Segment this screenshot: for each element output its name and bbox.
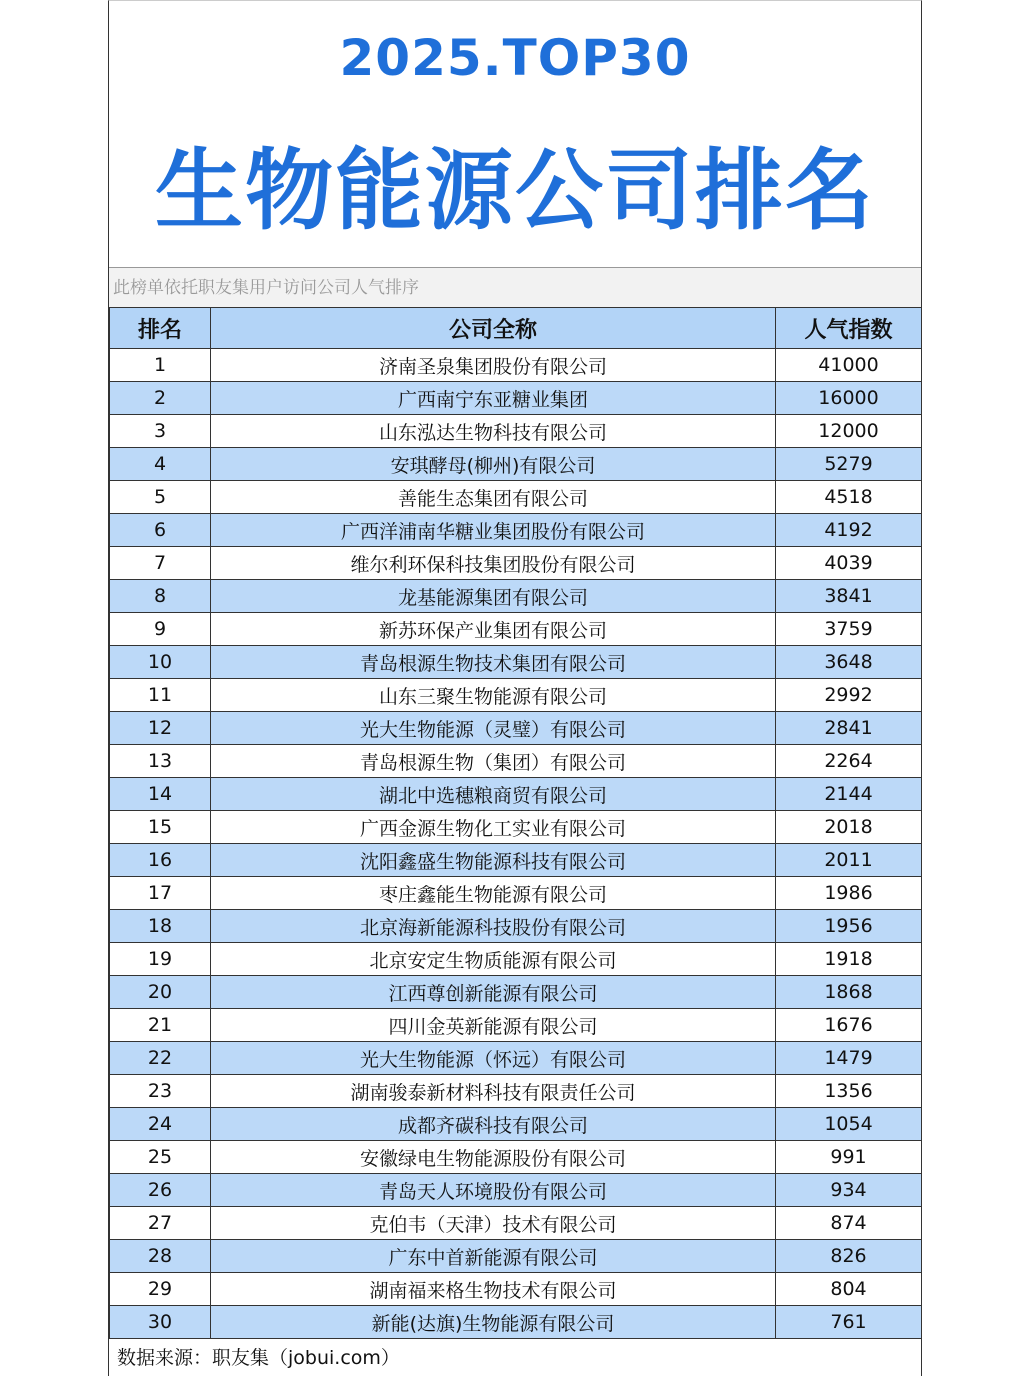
column-header-rank: 排名 xyxy=(110,308,211,349)
table-row xyxy=(110,1273,922,1306)
cell-rank: 25 xyxy=(110,1141,211,1174)
table-row xyxy=(110,646,922,679)
cell-company-name: 新能(达旗)生物能源有限公司 xyxy=(211,1306,776,1339)
table-row xyxy=(110,910,922,943)
cell-popularity-score: 4518 xyxy=(776,481,922,514)
cell-rank: 19 xyxy=(110,943,211,976)
cell-company-name: 安琪酵母(柳州)有限公司 xyxy=(211,448,776,481)
table-row xyxy=(110,1009,922,1042)
cell-company-name: 江西尊创新能源有限公司 xyxy=(211,976,776,1009)
cell-company-name: 新苏环保产业集团有限公司 xyxy=(211,613,776,646)
cell-company-name: 四川金英新能源有限公司 xyxy=(211,1009,776,1042)
cell-company-name: 克伯韦（天津）技术有限公司 xyxy=(211,1207,776,1240)
table-row xyxy=(110,745,922,778)
table-row xyxy=(110,1174,922,1207)
cell-rank: 10 xyxy=(110,646,211,679)
year-title: 2025.TOP30 xyxy=(339,29,691,87)
cell-popularity-score: 761 xyxy=(776,1306,922,1339)
cell-company-name: 沈阳鑫盛生物能源科技有限公司 xyxy=(211,844,776,877)
ranking-note: 此榜单依托职友集用户访问公司人气排序 xyxy=(109,267,921,307)
cell-rank: 21 xyxy=(110,1009,211,1042)
table-body xyxy=(110,349,922,1339)
table-row xyxy=(110,613,922,646)
cell-company-name: 山东泓达生物科技有限公司 xyxy=(211,415,776,448)
table-row xyxy=(110,976,922,1009)
table-row xyxy=(110,481,922,514)
table-row xyxy=(110,679,922,712)
cell-company-name: 湖南骏泰新材料科技有限责任公司 xyxy=(211,1075,776,1108)
cell-popularity-score: 2264 xyxy=(776,745,922,778)
cell-rank: 2 xyxy=(110,382,211,415)
cell-popularity-score: 16000 xyxy=(776,382,922,415)
cell-company-name: 北京海新能源科技股份有限公司 xyxy=(211,910,776,943)
cell-rank: 4 xyxy=(110,448,211,481)
table-row xyxy=(110,778,922,811)
cell-popularity-score: 4192 xyxy=(776,514,922,547)
cell-rank: 12 xyxy=(110,712,211,745)
table-row xyxy=(110,844,922,877)
cell-popularity-score: 2018 xyxy=(776,811,922,844)
cell-popularity-score: 4039 xyxy=(776,547,922,580)
cell-rank: 23 xyxy=(110,1075,211,1108)
cell-company-name: 青岛根源生物技术集团有限公司 xyxy=(211,646,776,679)
cell-company-name: 光大生物能源（怀远）有限公司 xyxy=(211,1042,776,1075)
cell-popularity-score: 5279 xyxy=(776,448,922,481)
table-row xyxy=(110,1240,922,1273)
table-row xyxy=(110,811,922,844)
cell-company-name: 山东三聚生物能源有限公司 xyxy=(211,679,776,712)
ranking-table xyxy=(109,307,922,1339)
table-row xyxy=(110,712,922,745)
table-row xyxy=(110,1207,922,1240)
cell-popularity-score: 826 xyxy=(776,1240,922,1273)
table-row xyxy=(110,580,922,613)
cell-company-name: 广西金源生物化工实业有限公司 xyxy=(211,811,776,844)
table-row xyxy=(110,1042,922,1075)
cell-popularity-score: 2992 xyxy=(776,679,922,712)
cell-popularity-score: 2144 xyxy=(776,778,922,811)
ranking-card xyxy=(108,0,922,1376)
cell-rank: 5 xyxy=(110,481,211,514)
cell-rank: 17 xyxy=(110,877,211,910)
cell-company-name: 安徽绿电生物能源股份有限公司 xyxy=(211,1141,776,1174)
cell-rank: 9 xyxy=(110,613,211,646)
cell-company-name: 济南圣泉集团股份有限公司 xyxy=(211,349,776,382)
cell-company-name: 善能生态集团有限公司 xyxy=(211,481,776,514)
cell-company-name: 光大生物能源（灵璧）有限公司 xyxy=(211,712,776,745)
cell-company-name: 广西南宁东亚糖业集团 xyxy=(211,382,776,415)
cell-popularity-score: 2841 xyxy=(776,712,922,745)
cell-popularity-score: 1054 xyxy=(776,1108,922,1141)
cell-company-name: 青岛天人环境股份有限公司 xyxy=(211,1174,776,1207)
cell-rank: 24 xyxy=(110,1108,211,1141)
column-header-company: 公司全称 xyxy=(211,308,776,349)
cell-rank: 22 xyxy=(110,1042,211,1075)
cell-rank: 18 xyxy=(110,910,211,943)
cell-popularity-score: 1479 xyxy=(776,1042,922,1075)
table-row xyxy=(110,1108,922,1141)
page-title: 生物能源公司排名 xyxy=(154,139,875,242)
cell-popularity-score: 1956 xyxy=(776,910,922,943)
cell-popularity-score: 804 xyxy=(776,1273,922,1306)
cell-popularity-score: 1676 xyxy=(776,1009,922,1042)
cell-popularity-score: 934 xyxy=(776,1174,922,1207)
table-row xyxy=(110,547,922,580)
table-header-row xyxy=(110,308,922,349)
cell-rank: 27 xyxy=(110,1207,211,1240)
cell-company-name: 广东中首新能源有限公司 xyxy=(211,1240,776,1273)
table-row xyxy=(110,514,922,547)
cell-popularity-score: 41000 xyxy=(776,349,922,382)
cell-popularity-score: 3648 xyxy=(776,646,922,679)
cell-rank: 6 xyxy=(110,514,211,547)
table-row xyxy=(110,448,922,481)
cell-company-name: 北京安定生物质能源有限公司 xyxy=(211,943,776,976)
cell-rank: 20 xyxy=(110,976,211,1009)
cell-rank: 16 xyxy=(110,844,211,877)
table-row xyxy=(110,1306,922,1339)
cell-popularity-score: 1918 xyxy=(776,943,922,976)
table-row xyxy=(110,1075,922,1108)
table-row xyxy=(110,1141,922,1174)
cell-rank: 28 xyxy=(110,1240,211,1273)
cell-company-name: 广西洋浦南华糖业集团股份有限公司 xyxy=(211,514,776,547)
cell-rank: 15 xyxy=(110,811,211,844)
cell-rank: 11 xyxy=(110,679,211,712)
cell-rank: 14 xyxy=(110,778,211,811)
cell-popularity-score: 1356 xyxy=(776,1075,922,1108)
cell-rank: 1 xyxy=(110,349,211,382)
table-row xyxy=(110,877,922,910)
cell-popularity-score: 991 xyxy=(776,1141,922,1174)
table-row xyxy=(110,349,922,382)
cell-company-name: 龙基能源集团有限公司 xyxy=(211,580,776,613)
table-row xyxy=(110,382,922,415)
cell-popularity-score: 3759 xyxy=(776,613,922,646)
cell-rank: 30 xyxy=(110,1306,211,1339)
cell-rank: 26 xyxy=(110,1174,211,1207)
cell-rank: 8 xyxy=(110,580,211,613)
cell-rank: 29 xyxy=(110,1273,211,1306)
cell-rank: 13 xyxy=(110,745,211,778)
cell-popularity-score: 1868 xyxy=(776,976,922,1009)
cell-company-name: 湖南福来格生物技术有限公司 xyxy=(211,1273,776,1306)
cell-company-name: 成都齐碳科技有限公司 xyxy=(211,1108,776,1141)
cell-popularity-score: 1986 xyxy=(776,877,922,910)
cell-company-name: 青岛根源生物（集团）有限公司 xyxy=(211,745,776,778)
table-row xyxy=(110,415,922,448)
cell-rank: 3 xyxy=(110,415,211,448)
cell-popularity-score: 3841 xyxy=(776,580,922,613)
cell-company-name: 维尔利环保科技集团股份有限公司 xyxy=(211,547,776,580)
cell-popularity-score: 2011 xyxy=(776,844,922,877)
cell-company-name: 湖北中选穗粮商贸有限公司 xyxy=(211,778,776,811)
data-source-footer: 数据来源：职友集（jobui.com） xyxy=(109,1338,921,1376)
cell-company-name: 枣庄鑫能生物能源有限公司 xyxy=(211,877,776,910)
table-row xyxy=(110,943,922,976)
cell-popularity-score: 12000 xyxy=(776,415,922,448)
cell-popularity-score: 874 xyxy=(776,1207,922,1240)
column-header-score: 人气指数 xyxy=(776,308,922,349)
cell-rank: 7 xyxy=(110,547,211,580)
